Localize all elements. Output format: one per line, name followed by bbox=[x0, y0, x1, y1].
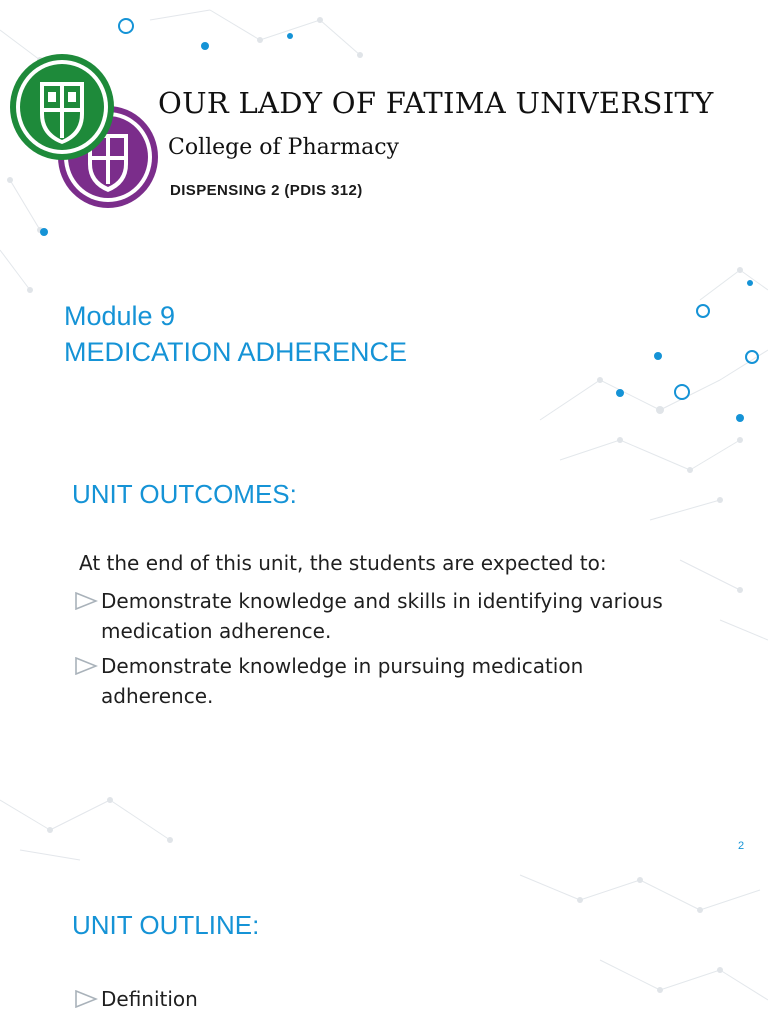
module-number: Module 9 bbox=[64, 301, 176, 331]
triangle-bullet-icon bbox=[74, 657, 98, 675]
list-item bbox=[74, 586, 674, 646]
unit-outcomes-heading: UNIT OUTCOMES: bbox=[72, 479, 297, 509]
college-name: College of Pharmacy bbox=[168, 135, 399, 160]
list-item-text: Definition bbox=[101, 987, 198, 1011]
outcomes-intro: At the end of this unit, the students are expected to: bbox=[79, 551, 607, 575]
list-item bbox=[74, 651, 674, 711]
university-name: OUR LADY OF FATIMA UNIVERSITY bbox=[158, 86, 714, 120]
triangle-bullet-icon bbox=[74, 592, 98, 610]
triangle-bullet-icon bbox=[74, 990, 98, 1008]
module-title: MEDICATION ADHERENCE bbox=[64, 337, 408, 367]
outcomes-list bbox=[74, 586, 674, 716]
university-logos bbox=[8, 52, 168, 222]
university-seal-icon bbox=[8, 52, 116, 162]
list-item-text: Demonstrate knowledge in pursuing medication adherence. bbox=[101, 654, 584, 708]
list-item bbox=[74, 984, 198, 1014]
module-title-block bbox=[64, 298, 407, 370]
unit-outline-heading: UNIT OUTLINE: bbox=[72, 910, 260, 940]
list-item-text: Demonstrate knowledge and skills in identifying various medication adherence. bbox=[101, 589, 663, 643]
course-code: DISPENSING 2 (PDIS 312) bbox=[170, 182, 363, 199]
page-number: 2 bbox=[738, 840, 745, 852]
